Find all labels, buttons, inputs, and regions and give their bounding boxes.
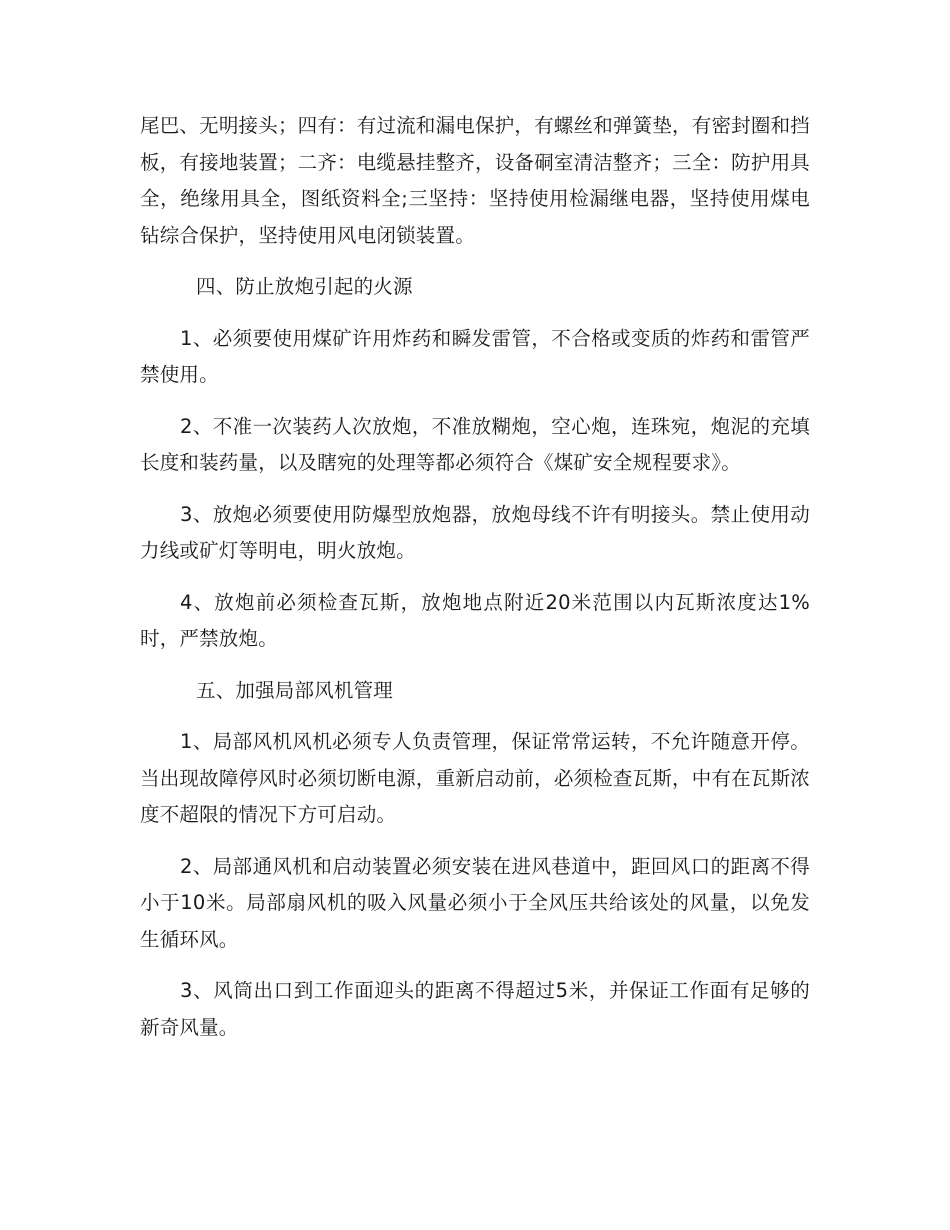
section-heading-4: 四、防止放炮引起的火源 (196, 275, 413, 298)
section-heading-5: 五、加强局部风机管理 (196, 678, 394, 702)
paragraph-5-2: 2、局部通风机和启动装置必须安装在进风巷道中，距回风口的距离不得小于10米。局部扇风机的吸入风量必须小于全风压共给该处的风量，以免发生循环风。 (140, 854, 810, 951)
paragraph-5-3: 3、风筒出口到工作面迎头的距离不得超过5米，并保证工作面有足够的新奇风量。 (140, 979, 810, 1039)
paragraph-continuation: 尾巴、无明接头；四有：有过流和漏电保护，有螺丝和弹簧垫，有密封圈和挡板，有接地装置；二齐：电缆悬挂整齐，设备硐室清洁整齐；三全：防护用具全，绝缘用具全，图纸资料全;三坚持：坚持使用检漏继电器，坚持使用煤电钻综合保护，坚持使用风电闭锁装置。 (140, 114, 810, 247)
document-body (140, 108, 810, 1061)
paragraph-5-1: 1、局部风机风机必须专人负责管理，保证常常运转，不允许随意开停。当出现故障停风时必须切断电源，重新启动前，必须检查瓦斯，中有在瓦斯浓度不超限的情况下方可启动。 (140, 730, 810, 826)
paragraph-4-2: 2、不准一次装药人次放炮，不准放糊炮，空心炮，连珠宛，炮泥的充填长度和装药量，以及瞎宛的处理等都必须符合《煤矿安全规程要求》。 (140, 414, 810, 474)
paragraph-4-4: 4、放炮前必须检查瓦斯，放炮地点附近20米范围以内瓦斯浓度达1%时，严禁放炮。 (140, 590, 810, 650)
paragraph-4-1: 1、必须要使用煤矿许用炸药和瞬发雷管，不合格或变质的炸药和雷管严禁使用。 (140, 326, 810, 386)
paragraph-4-3: 3、放炮必须要使用防爆型放炮器，放炮母线不许有明接头。禁止使用动力线或矿灯等明电，明火放炮。 (140, 502, 810, 562)
